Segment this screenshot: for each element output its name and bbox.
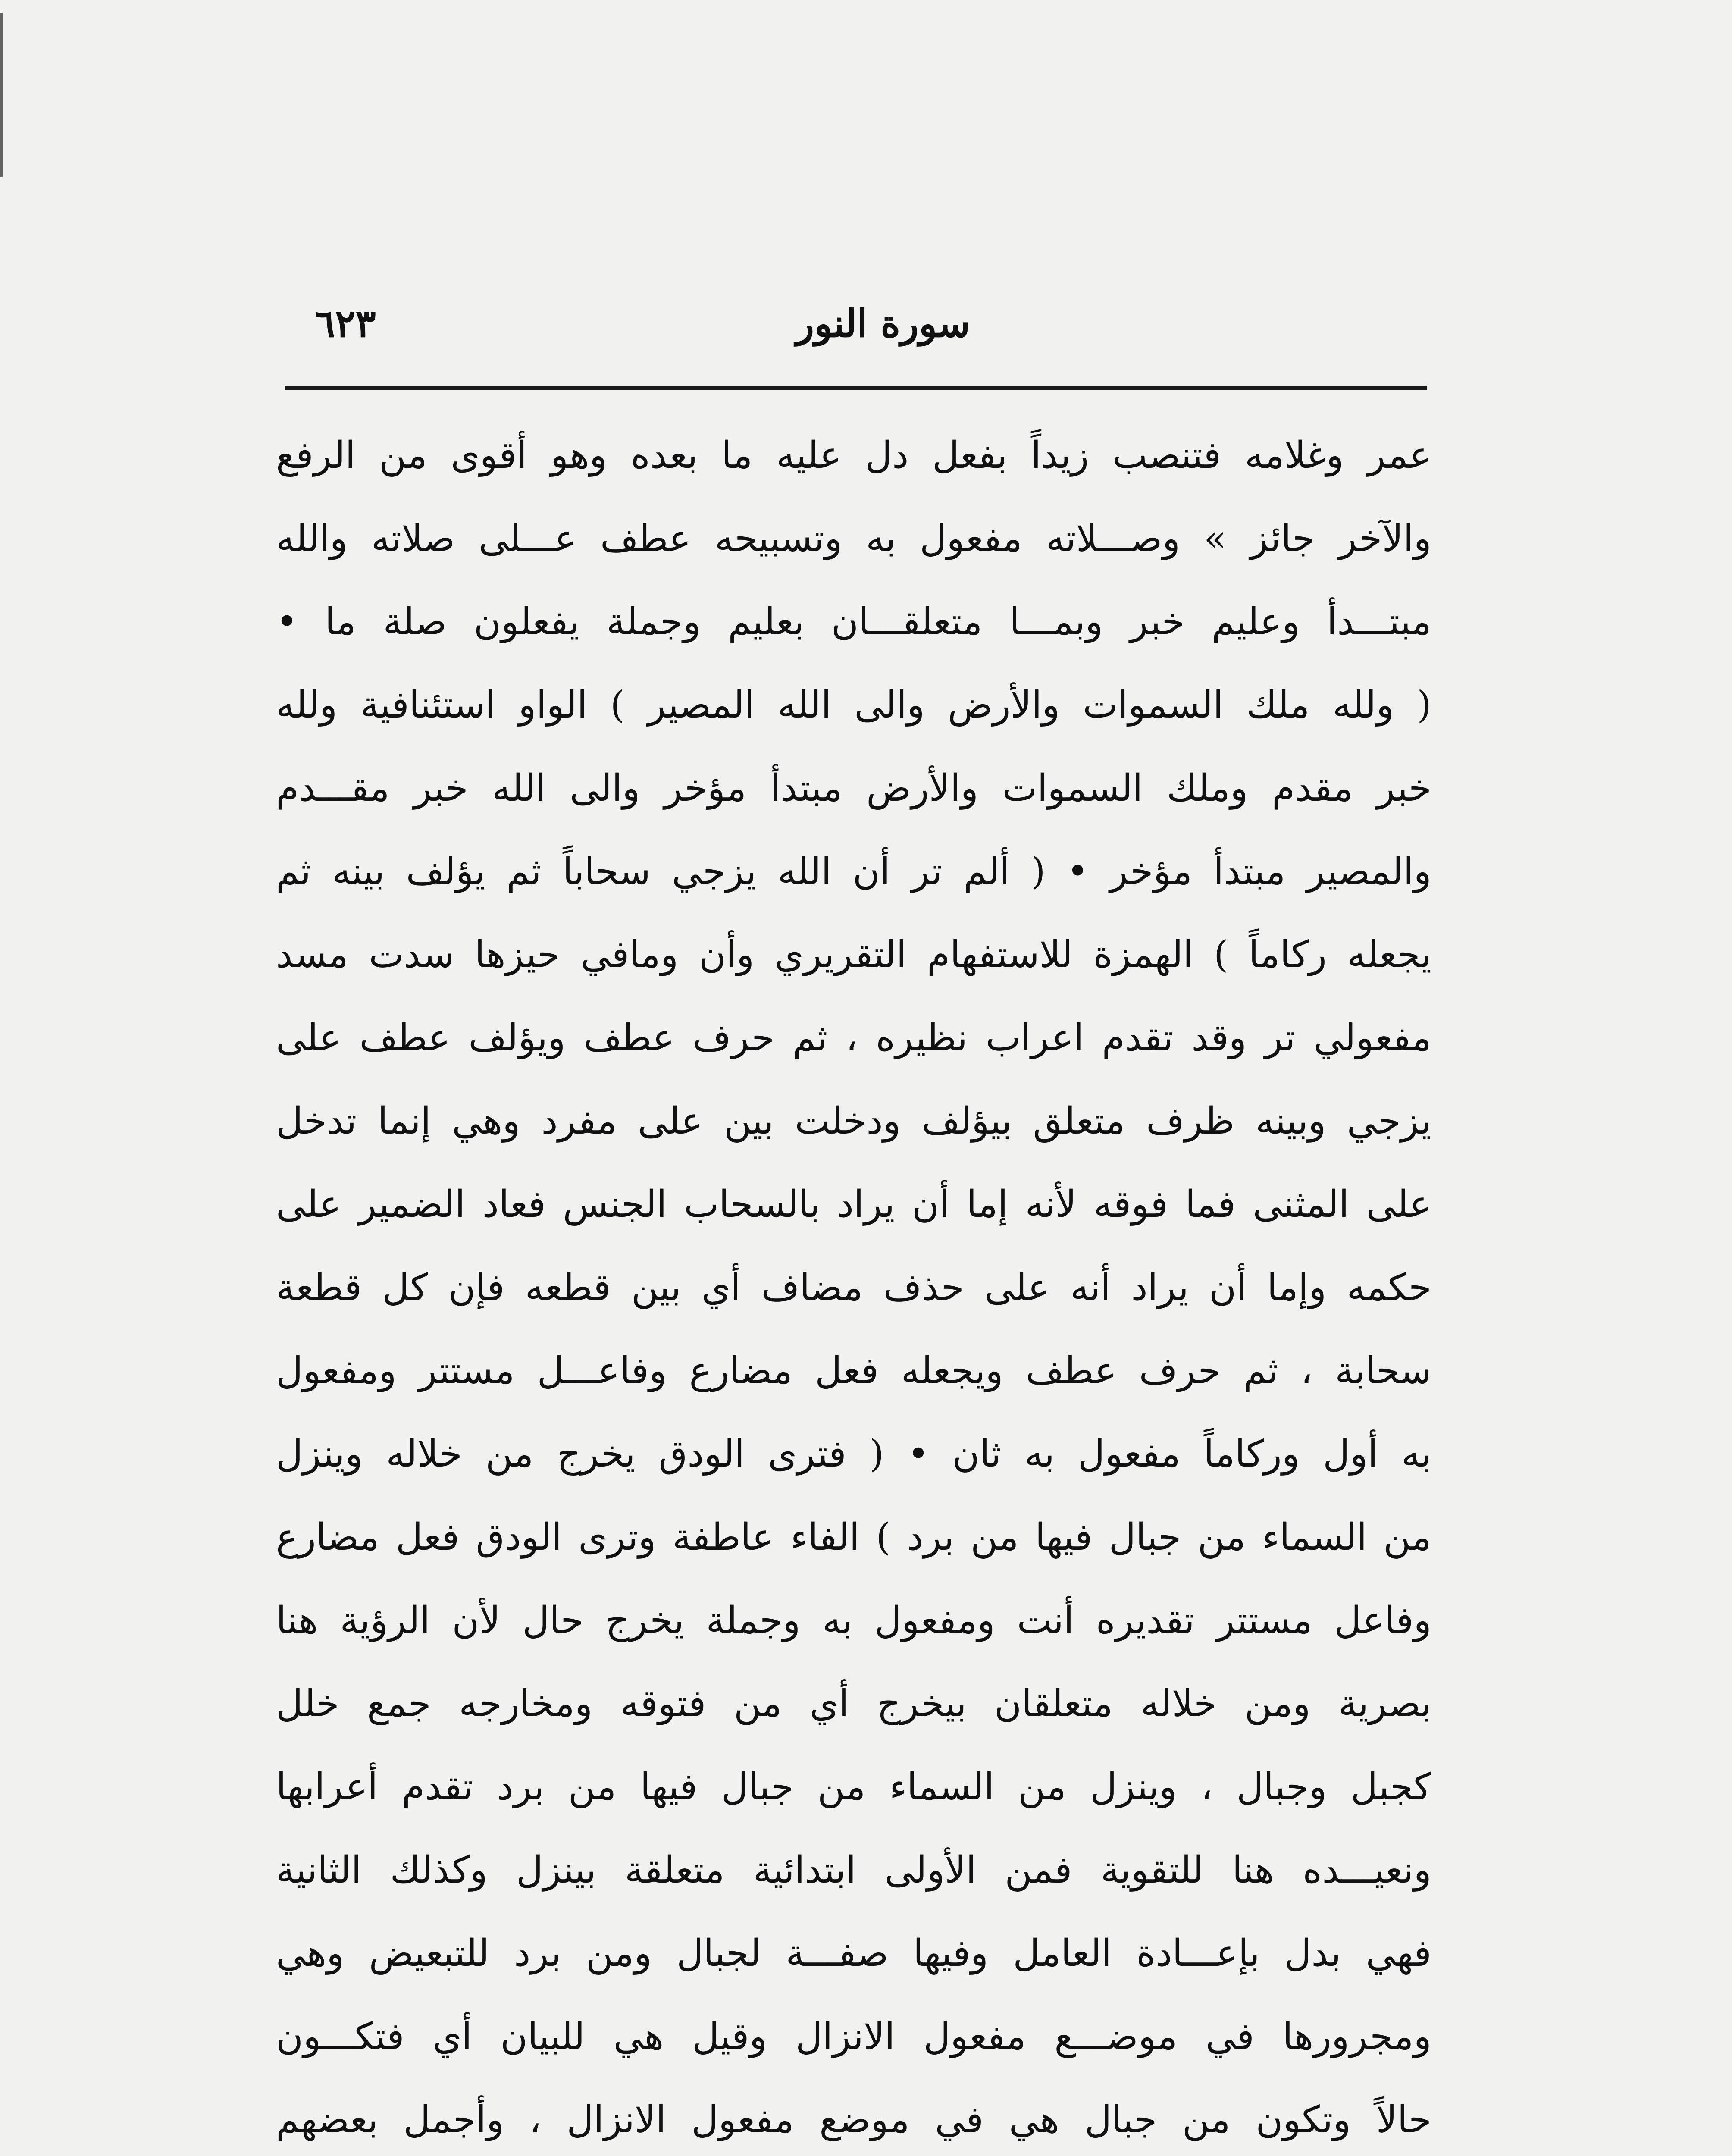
text-line: والآخر جائز » وصـــلاته مفعول به وتسبيحه عطف عـــلى صلاته والله (276, 517, 1431, 560)
text-line: عمر وغلامه فتنصب زيداً بفعل دل عليه ما بعده وهو أقوى من الرفع (276, 434, 1431, 477)
text-line: والمصير مبتدأ مؤخر • ( ألم تر أن الله يزجي سحاباً ثم يؤلف بينه ثم (276, 850, 1431, 893)
text-line: ونعيـــده هنا للتقوية فمن الأولى ابتدائية متعلقة بينزل وكذلك الثانية (276, 1849, 1431, 1892)
scan-edge-mark (0, 13, 3, 177)
text-line: كجبل وجبال ، وينزل من السماء من جبال فيها من برد تقدم أعرابها (276, 1765, 1431, 1808)
text-line: به أول وركاماً مفعول به ثان • ( فترى الودق يخرج من خلاله وينزل (276, 1432, 1431, 1476)
text-line: حكمه وإما أن يراد أنه على حذف مضاف أي بين قطعه فإن كل قطعة (276, 1266, 1431, 1309)
text-line: من السماء من جبال فيها من برد ) الفاء عاطفة وترى الودق فعل مضارع (276, 1516, 1431, 1559)
text-line: يزجي وبينه ظرف متعلق بيؤلف ودخلت بين على مفرد وهي إنما تدخل (276, 1100, 1431, 1143)
page-title: سورة النور (796, 301, 970, 346)
text-line: ( ولله ملك السموات والأرض والى الله المصير ) الواو استئنافية ولله (276, 683, 1431, 727)
text-line: ومجرورها في موضـــع مفعول الانزال وقيل هي للبيان أي فتكـــون (276, 2015, 1431, 2058)
page-header (276, 298, 1423, 349)
text-line: وفاعل مستتر تقديره أنت ومفعول به وجملة يخرج حال لأن الرؤية هنا (276, 1599, 1431, 1642)
text-line: فهي بدل بإعـــادة العامل وفيها صفـــة لجبال ومن برد للتبعيض وهي (276, 1932, 1431, 1975)
text-line: حالاً وتكون من جبال هي في موضع مفعول الانزال ، وأجمل بعضهم (276, 2098, 1431, 2141)
text-line: سحابة ، ثم حرف عطف ويجعله فعل مضارع وفاعـــل مستتر ومفعول (276, 1349, 1431, 1392)
page-number: ٦٢٣ (315, 301, 376, 346)
text-line: يجعله ركاماً ) الهمزة للاستفهام التقريري وأن ومافي حيزها سدت مسد (276, 933, 1431, 976)
text-line: على المثنى فما فوقه لأنه إما أن يراد بالسحاب الجنس فعاد الضمير على (276, 1183, 1431, 1226)
text-line: مفعولي تر وقد تقدم اعراب نظيره ، ثم حرف عطف ويؤلف عطف على (276, 1016, 1431, 1059)
body-text (276, 414, 1431, 2156)
header-divider (285, 386, 1427, 390)
text-line: خبر مقدم وملك السموات والأرض مبتدأ مؤخر والى الله خبر مقـــدم (276, 767, 1431, 810)
text-line: بصرية ومن خلاله متعلقان بيخرج أي من فتوقه ومخارجه جمع خلل (276, 1682, 1431, 1725)
text-line: مبتـــدأ وعليم خبر وبمـــا متعلقـــان بعليم وجملة يفعلون صلة ما • (276, 600, 1431, 643)
